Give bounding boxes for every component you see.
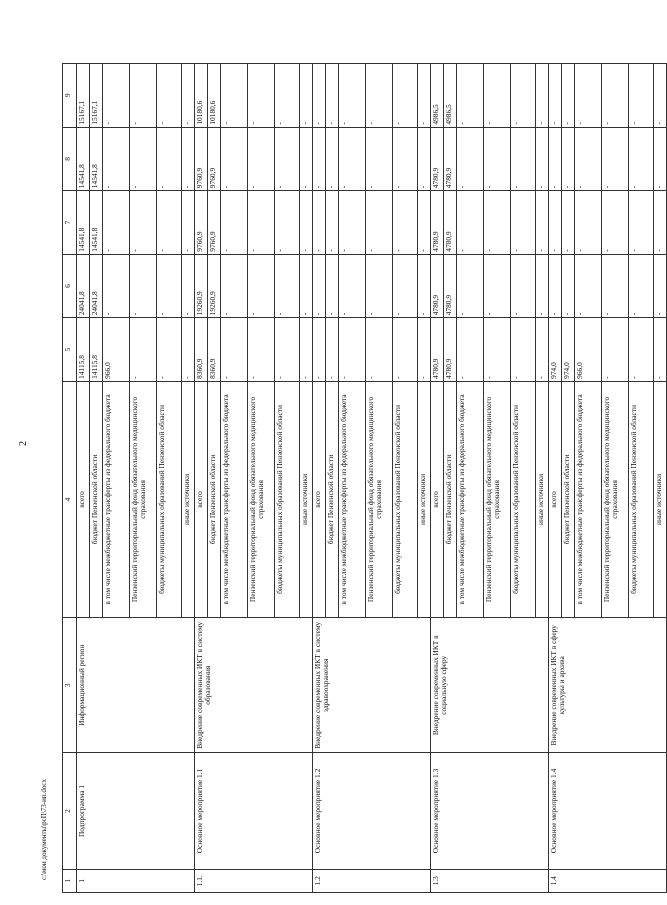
value-cell: - <box>457 318 484 382</box>
value-cell: - <box>549 254 562 318</box>
value-cell: - <box>549 191 562 255</box>
table-body <box>77 64 667 893</box>
value-cell: - <box>182 254 195 318</box>
value-cell: - <box>248 127 275 191</box>
value-cell: - <box>130 191 157 255</box>
value-cell: - <box>629 64 654 128</box>
value-cell: - <box>654 191 667 255</box>
value-cell: - <box>339 127 366 191</box>
value-cell: - <box>536 318 549 382</box>
value-cell: - <box>562 127 575 191</box>
value-cell: - <box>654 254 667 318</box>
funding-source-cell: иные источники <box>182 381 195 617</box>
value-cell: - <box>629 318 654 382</box>
funding-source-cell: в том числе межбюджетные трансферты из федерального бюджета <box>103 381 130 617</box>
funding-source-cell: Пензенский территориальный фонд обязательного медицинского страхования <box>130 381 157 617</box>
value-cell: - <box>313 318 326 382</box>
program-title-cell: Внедрение современных ИКТ в систему здравоохранения <box>313 618 431 753</box>
value-cell: - <box>629 254 654 318</box>
value-cell: - <box>602 318 629 382</box>
value-cell: - <box>654 64 667 128</box>
header-cell: 1 <box>63 869 77 892</box>
table-row <box>195 64 208 893</box>
value-cell: - <box>393 127 418 191</box>
funding-source-cell: всего <box>431 381 444 617</box>
value-cell: - <box>326 318 339 382</box>
funding-source-cell: бюджет Пензенской области <box>208 381 221 617</box>
value-cell: - <box>221 191 248 255</box>
value-cell: - <box>366 127 393 191</box>
value-cell: - <box>326 254 339 318</box>
funding-source-cell: бюджеты муниципальных образований Пензенской области <box>393 381 418 617</box>
value-cell: - <box>248 318 275 382</box>
value-cell: 966,0 <box>103 318 130 382</box>
value-cell: 4780,9 <box>444 318 457 382</box>
value-cell: - <box>300 127 313 191</box>
value-cell: - <box>182 127 195 191</box>
value-cell: - <box>654 318 667 382</box>
funding-source-cell: Пензенский территориальный фонд обязательного медицинского страхования <box>248 381 275 617</box>
value-cell: - <box>248 254 275 318</box>
value-cell: - <box>366 191 393 255</box>
value-cell: - <box>393 254 418 318</box>
value-cell: - <box>339 64 366 128</box>
value-cell: - <box>182 318 195 382</box>
value-cell: - <box>157 318 182 382</box>
value-cell: 8360,9 <box>208 318 221 382</box>
value-cell: - <box>511 191 536 255</box>
value-cell: - <box>536 254 549 318</box>
value-cell: 14541,8 <box>77 191 90 255</box>
value-cell: - <box>326 64 339 128</box>
value-cell: - <box>393 191 418 255</box>
value-cell: - <box>157 191 182 255</box>
funding-source-cell: бюджеты муниципальных образований Пензенской области <box>511 381 536 617</box>
value-cell: - <box>300 64 313 128</box>
value-cell: - <box>418 254 431 318</box>
value-cell: 14115,8 <box>90 318 103 382</box>
budget-table <box>62 63 667 893</box>
funding-source-cell: Пензенский территориальный фонд обязательного медицинского страхования <box>366 381 393 617</box>
value-cell: - <box>275 191 300 255</box>
value-cell: - <box>549 64 562 128</box>
value-cell: 4780,9 <box>431 254 444 318</box>
value-cell: - <box>313 191 326 255</box>
value-cell: - <box>629 127 654 191</box>
value-cell: 19260,9 <box>208 254 221 318</box>
row-number-cell: 1.2 <box>313 869 431 892</box>
table-row <box>431 64 444 893</box>
value-cell: 4780,9 <box>444 254 457 318</box>
value-cell: - <box>457 254 484 318</box>
value-cell: - <box>418 64 431 128</box>
funding-source-cell: бюджет Пензенской области <box>562 381 575 617</box>
value-cell: - <box>418 191 431 255</box>
value-cell: 974,0 <box>549 318 562 382</box>
funding-source-cell: в том числе межбюджетные трансферты из федерального бюджета <box>575 381 602 617</box>
value-cell: 9760,9 <box>208 191 221 255</box>
value-cell: - <box>393 318 418 382</box>
table-header <box>63 64 77 893</box>
value-cell: 14115,8 <box>77 318 90 382</box>
value-cell: 8360,9 <box>195 318 208 382</box>
value-cell: - <box>130 64 157 128</box>
value-cell: - <box>313 254 326 318</box>
value-cell: 10180,6 <box>208 64 221 128</box>
value-cell: 19260,9 <box>195 254 208 318</box>
value-cell: - <box>366 254 393 318</box>
value-cell: - <box>629 191 654 255</box>
header-cell: 7 <box>63 191 77 255</box>
value-cell: - <box>103 254 130 318</box>
value-cell: 9760,9 <box>195 127 208 191</box>
file-path-footer: c:\мои документы\рсП\73-ип.docx <box>40 779 48 880</box>
value-cell: - <box>393 64 418 128</box>
funding-source-cell: Пензенский территориальный фонд обязательного медицинского страхования <box>484 381 511 617</box>
funding-source-cell: иные источники <box>418 381 431 617</box>
value-cell: - <box>484 318 511 382</box>
value-cell: - <box>418 318 431 382</box>
value-cell: - <box>536 127 549 191</box>
value-cell: - <box>562 64 575 128</box>
value-cell: 966,0 <box>575 318 602 382</box>
header-cell: 2 <box>63 753 77 869</box>
funding-source-cell: бюджет Пензенской области <box>444 381 457 617</box>
value-cell: - <box>549 127 562 191</box>
value-cell: - <box>326 127 339 191</box>
value-cell: - <box>484 191 511 255</box>
value-cell: - <box>511 318 536 382</box>
value-cell: 4780,9 <box>444 127 457 191</box>
funding-source-cell: всего <box>313 381 326 617</box>
value-cell: 4780,9 <box>444 191 457 255</box>
value-cell: - <box>182 191 195 255</box>
value-cell: - <box>602 127 629 191</box>
value-cell: - <box>221 64 248 128</box>
value-cell: - <box>366 64 393 128</box>
value-cell: - <box>157 254 182 318</box>
value-cell: - <box>275 318 300 382</box>
value-cell: - <box>457 191 484 255</box>
program-title-cell: Внедрение современных ИКТ в социальную сферу <box>431 618 549 753</box>
header-cell: 5 <box>63 318 77 382</box>
value-cell: - <box>562 191 575 255</box>
value-cell: - <box>103 127 130 191</box>
header-cell: 4 <box>63 381 77 617</box>
table-row <box>549 64 562 893</box>
value-cell: - <box>562 254 575 318</box>
value-cell: 9760,9 <box>208 127 221 191</box>
value-cell: - <box>221 254 248 318</box>
funding-source-cell: иные источники <box>654 381 667 617</box>
value-cell: - <box>457 127 484 191</box>
funding-source-cell: в том числе межбюджетные трансферты из федерального бюджета <box>457 381 484 617</box>
value-cell: - <box>313 127 326 191</box>
value-cell: - <box>457 64 484 128</box>
value-cell: - <box>221 318 248 382</box>
value-cell: - <box>575 127 602 191</box>
program-name-cell: Основное мероприятие 1.3 <box>431 753 549 869</box>
rotated-page <box>62 63 663 893</box>
value-cell: - <box>157 127 182 191</box>
funding-source-cell: бюджеты муниципальных образований Пензенской области <box>275 381 300 617</box>
value-cell: - <box>130 318 157 382</box>
value-cell: - <box>654 127 667 191</box>
funding-source-cell: бюджеты муниципальных образований Пензенской области <box>629 381 654 617</box>
value-cell: 14541,8 <box>77 127 90 191</box>
value-cell: - <box>418 127 431 191</box>
value-cell: 24041,8 <box>77 254 90 318</box>
value-cell: 4780,9 <box>431 318 444 382</box>
value-cell: - <box>511 127 536 191</box>
value-cell: - <box>339 318 366 382</box>
row-number-cell: 1.1. <box>195 869 313 892</box>
value-cell: - <box>182 64 195 128</box>
value-cell: - <box>484 64 511 128</box>
funding-source-cell: иные источники <box>536 381 549 617</box>
value-cell: 14541,8 <box>90 127 103 191</box>
value-cell: - <box>300 254 313 318</box>
funding-source-cell: бюджеты муниципальных образований Пензенской области <box>157 381 182 617</box>
value-cell: - <box>275 64 300 128</box>
row-number-cell: 1.3 <box>431 869 549 892</box>
value-cell: - <box>157 64 182 128</box>
funding-source-cell: Пензенский территориальный фонд обязательного медицинского страхования <box>602 381 629 617</box>
value-cell: - <box>602 191 629 255</box>
value-cell: - <box>130 254 157 318</box>
value-cell: 9760,9 <box>195 191 208 255</box>
value-cell: - <box>326 191 339 255</box>
funding-source-cell: иные источники <box>300 381 313 617</box>
value-cell: 4780,9 <box>431 191 444 255</box>
value-cell: - <box>130 127 157 191</box>
value-cell: - <box>248 191 275 255</box>
funding-source-cell: бюджет Пензенской области <box>90 381 103 617</box>
funding-source-cell: в том числе межбюджетные трансферты из федерального бюджета <box>339 381 366 617</box>
value-cell: - <box>300 318 313 382</box>
value-cell: - <box>103 191 130 255</box>
funding-source-cell: всего <box>195 381 208 617</box>
value-cell: - <box>313 64 326 128</box>
program-title-cell: Внедрение современных ИКТ в систему образования <box>195 618 313 753</box>
value-cell: - <box>484 127 511 191</box>
funding-source-cell: бюджет Пензенской области <box>326 381 339 617</box>
header-cell: 3 <box>63 618 77 753</box>
value-cell: - <box>103 64 130 128</box>
value-cell: - <box>536 191 549 255</box>
row-number-cell: 1 <box>77 869 195 892</box>
value-cell: 4986,5 <box>431 64 444 128</box>
value-cell: 4986,5 <box>444 64 457 128</box>
value-cell: - <box>366 318 393 382</box>
value-cell: - <box>602 254 629 318</box>
value-cell: - <box>339 191 366 255</box>
value-cell: - <box>339 254 366 318</box>
value-cell: 974,0 <box>562 318 575 382</box>
value-cell: - <box>511 64 536 128</box>
value-cell: - <box>275 127 300 191</box>
table-row <box>77 64 90 893</box>
value-cell: - <box>511 254 536 318</box>
value-cell: 4780,9 <box>431 127 444 191</box>
value-cell: - <box>248 64 275 128</box>
funding-source-cell: всего <box>77 381 90 617</box>
value-cell: - <box>536 64 549 128</box>
program-title-cell: Информационный регион <box>77 618 195 753</box>
value-cell: - <box>275 254 300 318</box>
value-cell: 15167,1 <box>90 64 103 128</box>
program-name-cell: Подпрограмма 1 <box>77 753 195 869</box>
value-cell: 14541,8 <box>90 191 103 255</box>
program-name-cell: Основное мероприятие 1.2 <box>313 753 431 869</box>
value-cell: 10180,6 <box>195 64 208 128</box>
table-row <box>313 64 326 893</box>
value-cell: - <box>300 191 313 255</box>
row-number-cell: 1.4 <box>549 869 667 892</box>
funding-source-cell: всего <box>549 381 562 617</box>
value-cell: - <box>575 254 602 318</box>
program-title-cell: Внедрение современных ИКТ в сферу культуры и архива <box>549 618 667 753</box>
program-name-cell: Основное мероприятие 1.4 <box>549 753 667 869</box>
value-cell: - <box>602 64 629 128</box>
value-cell: - <box>484 254 511 318</box>
value-cell: - <box>575 191 602 255</box>
header-cell: 8 <box>63 127 77 191</box>
value-cell: - <box>575 64 602 128</box>
header-cell: 9 <box>63 64 77 128</box>
value-cell: 15167,1 <box>77 64 90 128</box>
header-cell: 6 <box>63 254 77 318</box>
program-name-cell: Основное мероприятие 1.1 <box>195 753 313 869</box>
funding-source-cell: в том числе межбюджетные трансферты из федерального бюджета <box>221 381 248 617</box>
page-number: 2 <box>18 441 29 446</box>
value-cell: - <box>221 127 248 191</box>
value-cell: 24041,8 <box>90 254 103 318</box>
